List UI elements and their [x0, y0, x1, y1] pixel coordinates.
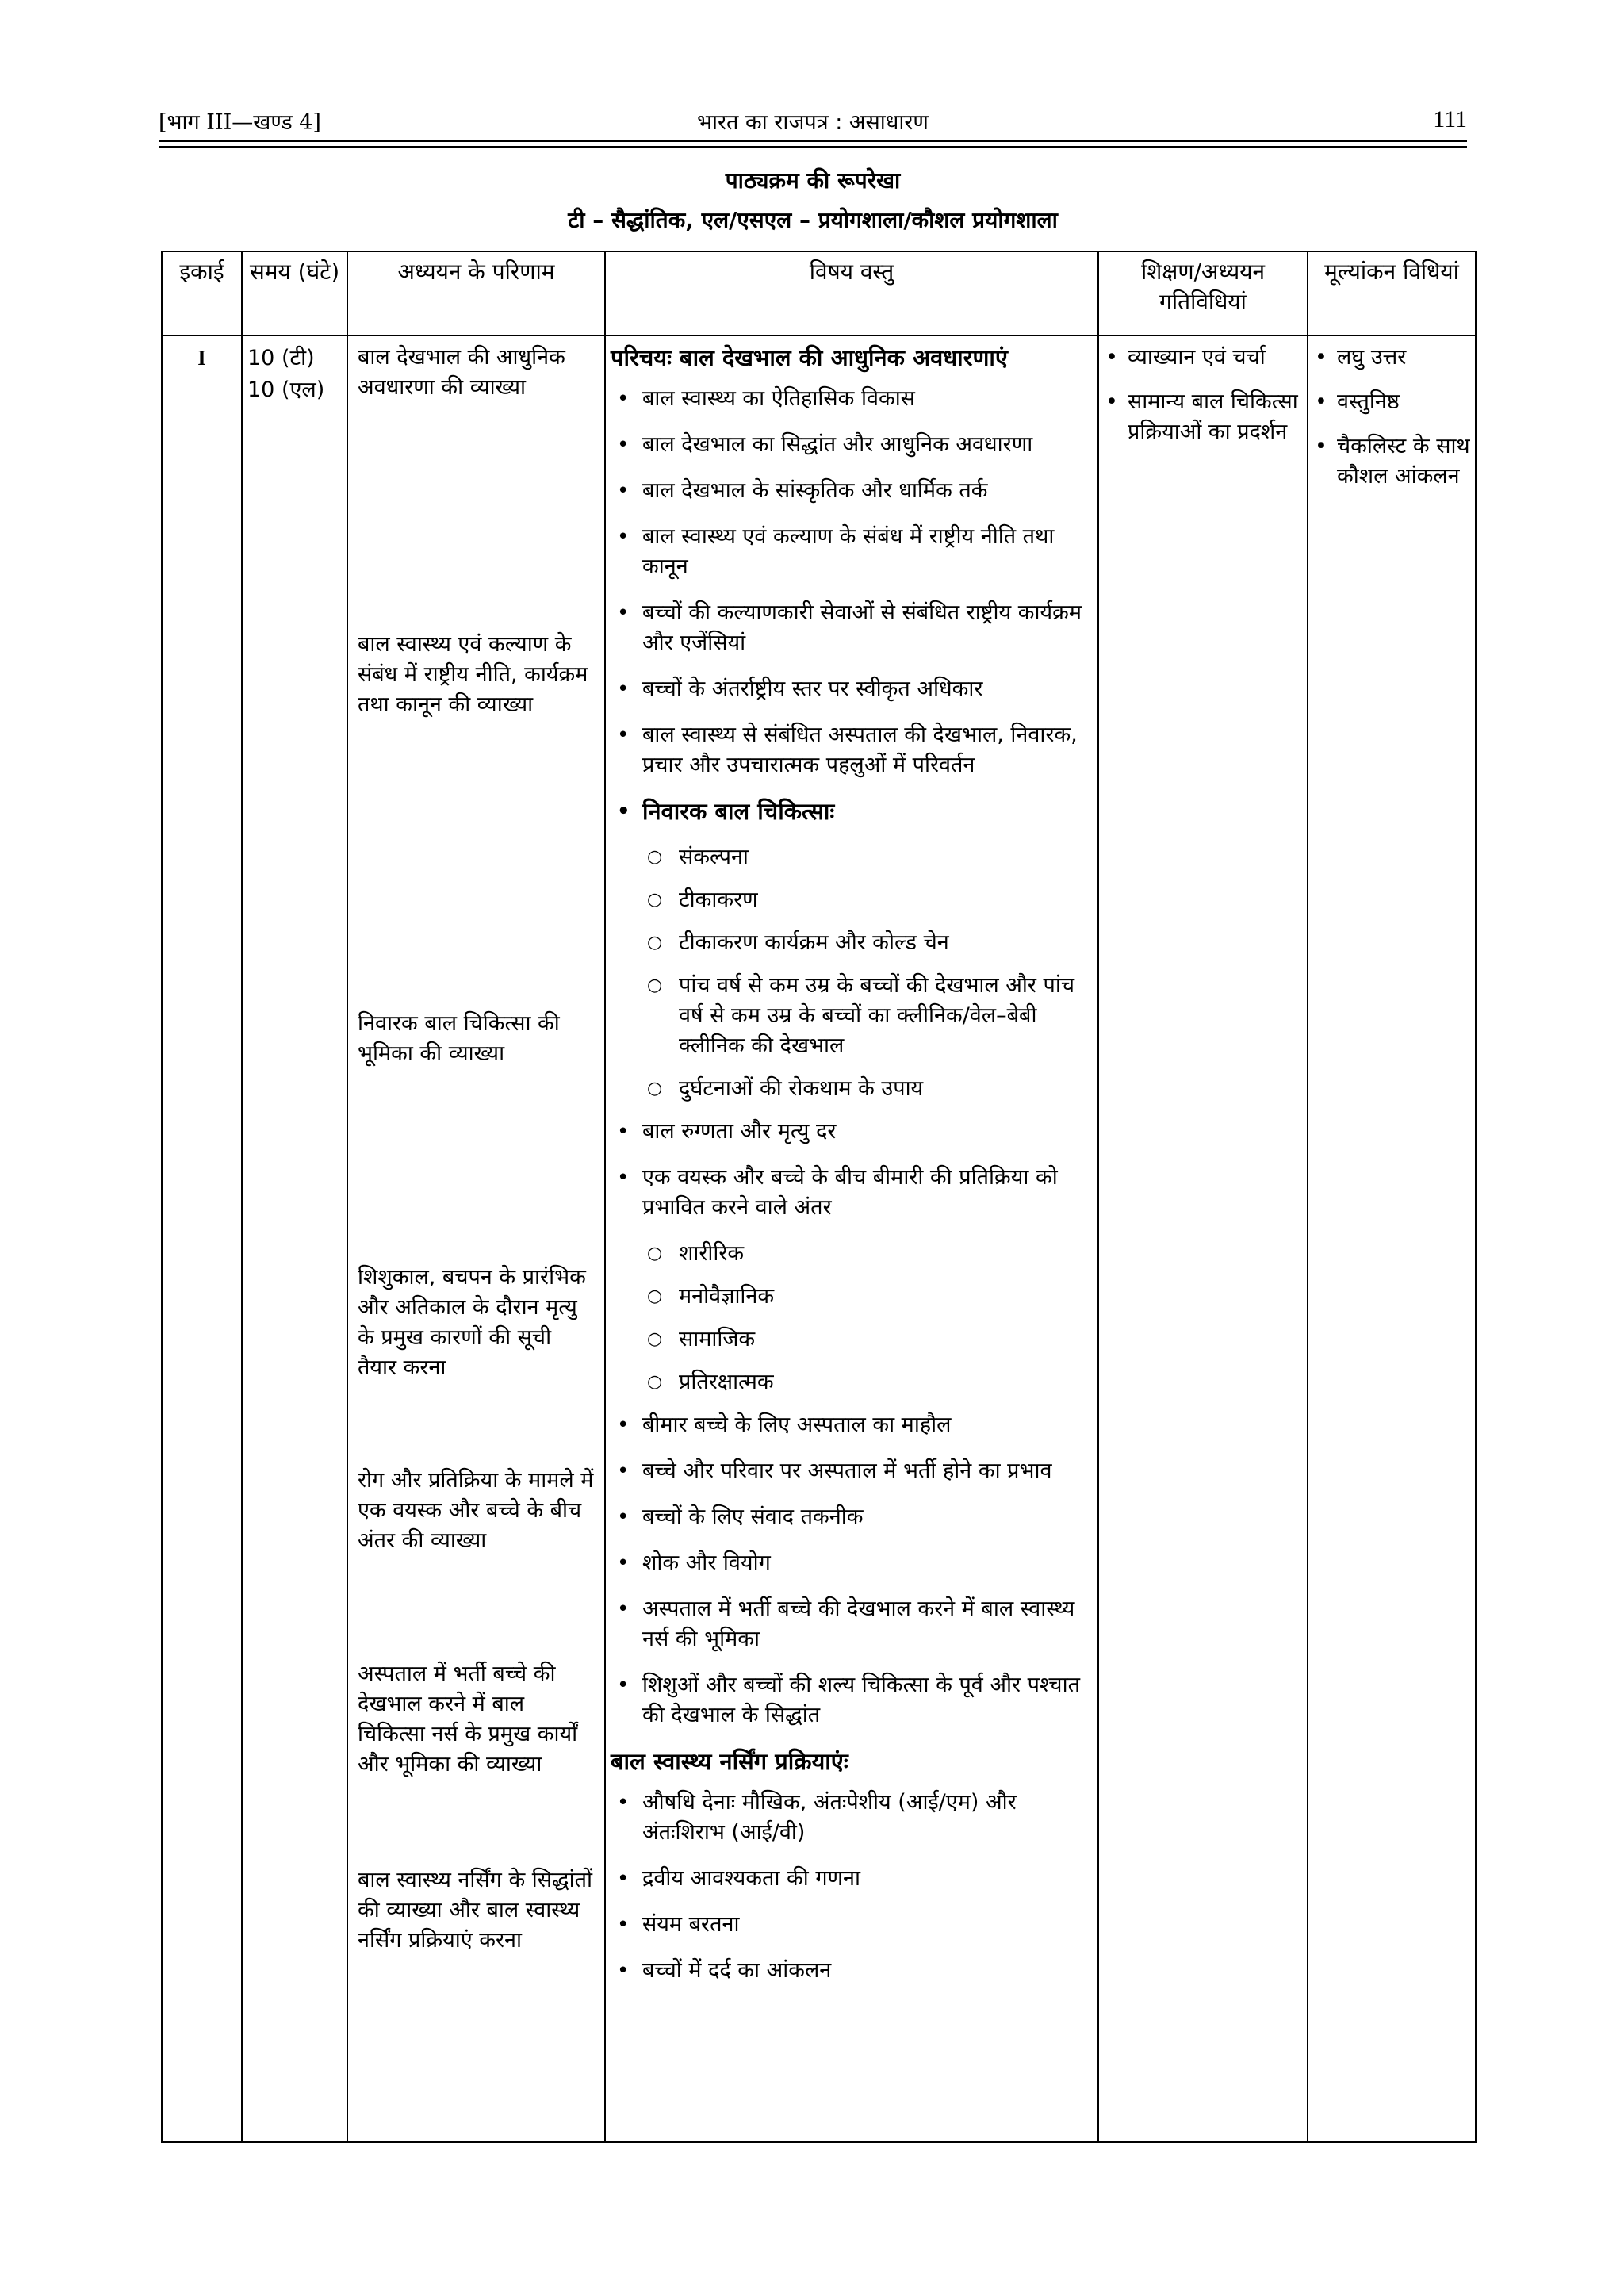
header-unit: इकाई	[162, 251, 242, 335]
content-sub-item: ○ पांच वर्ष से कम उम्र के बच्चों की देखभाल और पांच वर्ष से कम उम्र के बच्चों का क्लीनिक/वेल–बेबी क्लीनिक की देखभाल	[611, 971, 1093, 1061]
document-title: पाठ्यक्रम की रूपरेखा	[725, 167, 901, 194]
content-item: • द्रवीय आवश्यकता की गणना	[611, 1864, 1093, 1894]
activity-item: • व्याख्यान एवं चर्चा	[1104, 343, 1302, 373]
content-item: • संयम बरतना	[611, 1910, 1093, 1940]
header-activities: शिक्षण/अध्ययन गतिविधियां	[1098, 251, 1308, 335]
content-sub-item: ○ मनोवैज्ञानिक	[611, 1282, 1093, 1312]
content-item: • एक वयस्क और बच्चे के बीच बीमारी की प्रतिक्रिया को प्रभावित करने वाले अंतर	[611, 1163, 1093, 1223]
header-rule-top	[159, 140, 1467, 142]
table-row	[162, 335, 1476, 2142]
content-heading: बाल स्वास्थ्य नर्सिंग प्रक्रियाएंः	[611, 1748, 848, 1775]
content-sub-item: ○ प्रतिरक्षात्मक	[611, 1367, 1093, 1397]
cell-activities	[1098, 335, 1308, 2142]
outcome-item: अस्पताल में भर्ती बच्चे की देखभाल करने में बाल चिकित्सा नर्स के प्रमुख कार्यों और भूमिका की व्याख्या	[358, 1662, 578, 1777]
content-item: • बच्चों के अंतर्राष्ट्रीय स्तर पर स्वीकृत अधिकार	[611, 674, 1093, 704]
content-item: • बाल रुग्णता और मृत्यु दर	[611, 1117, 1093, 1147]
page-number: 111	[1433, 106, 1467, 132]
content-item: • बच्चे और परिवार पर अस्पताल में भर्ती होने का प्रभाव	[611, 1456, 1093, 1486]
header-time: समय (घंटे)	[242, 251, 347, 335]
document-subtitle: टी – सैद्धांतिक, एल/एसएल – प्रयोगशाला/कौशल प्रयोगशाला	[568, 207, 1058, 233]
outcome-item: बाल स्वास्थ्य एवं कल्याण के संबंध में राष्ट्रीय नीति, कार्यक्रम तथा कानून की व्याख्या	[358, 632, 588, 717]
content-item: • बाल स्वास्थ्य एवं कल्याण के संबंध में राष्ट्रीय नीति तथा कानून	[611, 522, 1093, 582]
outcome-item: शिशुकाल, बचपन के प्रारंभिक और अतिकाल के दौरान मृत्यु के प्रमुख कारणों की सूची तैयार करना	[358, 1265, 586, 1380]
content-item: • बाल स्वास्थ्य से संबंधित अस्पताल की देखभाल, निवारक, प्रचार और उपचारात्मक पहलुओं में परिवर्तन	[611, 720, 1093, 780]
content-sub-item: ○ शारीरिक	[611, 1239, 1093, 1269]
content-sub-item: ○ टीकाकरण	[611, 885, 1093, 915]
content-sub-item: ○ दुर्घटनाओं की रोकथाम के उपाय	[611, 1074, 1093, 1104]
cell-unit: I	[162, 335, 242, 2142]
outcome-item: बाल देखभाल की आधुनिक अवधारणा की व्याख्या	[358, 345, 565, 400]
course-outline-table	[161, 251, 1477, 2143]
content-item: • शिशुओं और बच्चों की शल्य चिकित्सा के पूर्व और पश्चात की देखभाल के सिद्धांत	[611, 1670, 1093, 1731]
content-item: • बच्चों की कल्याणकारी सेवाओं से संबंधित राष्ट्रीय कार्यक्रम और एजेंसियां	[611, 598, 1093, 658]
content-item: • बीमार बच्चे के लिए अस्पताल का माहौल	[611, 1410, 1093, 1440]
outcome-item: निवारक बाल चिकित्सा की भूमिका की व्याख्या	[358, 1011, 560, 1066]
content-item: • बाल देखभाल का सिद्धांत और आधुनिक अवधारणा	[611, 430, 1093, 460]
content-item: • निवारक बाल चिकित्साः	[611, 796, 1093, 826]
content-sub-item: ○ टीकाकरण कार्यक्रम और कोल्ड चेन	[611, 928, 1093, 958]
hours-theory: 10 (टी)	[247, 346, 315, 370]
table-header-row	[162, 251, 1476, 335]
cell-content	[605, 335, 1098, 2142]
header-gazette-title: भारत का राजपत्र : असाधारण	[697, 110, 929, 135]
cell-time	[242, 335, 347, 2142]
content-item: • बाल देखभाल के सांस्कृतिक और धार्मिक तर्क	[611, 476, 1093, 506]
content-heading: परिचयः बाल देखभाल की आधुनिक अवधारणाएं	[611, 344, 1008, 371]
outcome-item: बाल स्वास्थ्य नर्सिंग के सिद्धांतों की व्याख्या और बाल स्वास्थ्य नर्सिंग प्रक्रियाएं करना	[358, 1868, 592, 1953]
content-item: • बाल स्वास्थ्य का ऐतिहासिक विकास	[611, 384, 1093, 414]
content-item: • बच्चों में दर्द का आंकलन	[611, 1956, 1093, 1986]
hours-lab: 10 (एल)	[247, 378, 325, 402]
header-outcomes: अध्ययन के परिणाम	[347, 251, 605, 335]
header-rule-bottom	[159, 146, 1467, 148]
header-content: विषय वस्तु	[605, 251, 1098, 335]
evaluation-item: • लघु उत्तर	[1313, 343, 1470, 373]
evaluation-item: • वस्तुनिष्ठ	[1313, 387, 1470, 417]
evaluation-item: • चैकलिस्ट के साथ कौशल आंकलन	[1313, 431, 1470, 492]
content-item: • बच्चों के लिए संवाद तकनीक	[611, 1502, 1093, 1532]
cell-outcomes	[347, 335, 605, 2142]
outcome-item: रोग और प्रतिक्रिया के मामले में एक वयस्क और बच्चे के बीच अंतर की व्याख्या	[358, 1468, 594, 1553]
cell-evaluation	[1308, 335, 1476, 2142]
content-sub-item: ○ सामाजिक	[611, 1324, 1093, 1355]
page-header	[159, 102, 1467, 141]
content-item: • औषधि देनाः मौखिक, अंतःपेशीय (आई/एम) और अंतःशिराभ (आई/वी)	[611, 1788, 1093, 1848]
header-part-section: [भाग III—खण्ड 4]	[159, 110, 321, 135]
header-evaluation: मूल्यांकन विधियां	[1308, 251, 1476, 335]
content-sub-item: ○ संकल्पना	[611, 842, 1093, 872]
content-item: • अस्पताल में भर्ती बच्चे की देखभाल करने में बाल स्वास्थ्य नर्स की भूमिका	[611, 1594, 1093, 1654]
activity-item: • सामान्य बाल चिकित्सा प्रक्रियाओं का प्रदर्शन	[1104, 387, 1302, 447]
content-item: • शोक और वियोग	[611, 1548, 1093, 1578]
